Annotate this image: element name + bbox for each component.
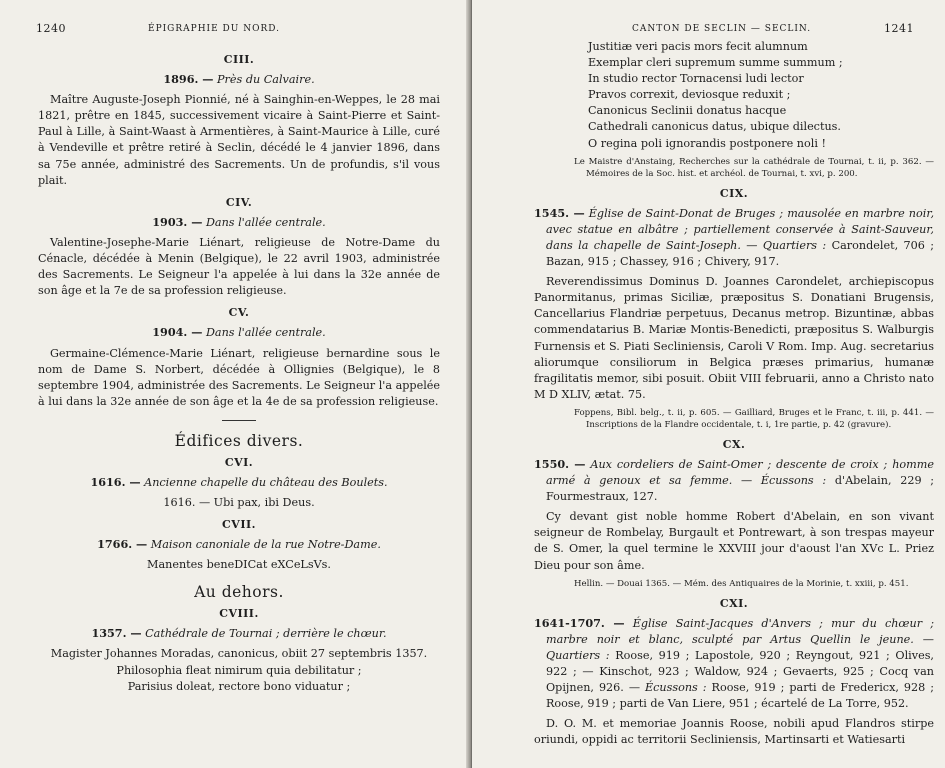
verse-line: In studio rector Tornacensi ludi lector <box>588 72 804 86</box>
entry-place: Dans l'allée centrale. <box>205 326 326 340</box>
bibliographic-reference: Hellin. — Douai 1365. — Mém. des Antiquaires de la Morinie, t. xxiii, p. 451. <box>574 578 909 589</box>
verse-block <box>38 663 440 695</box>
left-column <box>38 46 440 699</box>
entry-date: 1357. — <box>91 625 142 640</box>
inscription-text: Reverendissimus Dominus D. Joannes Carondelet, archiepiscopus Panormitanus, primas Siciliæ, præpositus S. Donatiani Brugensis, Cancellarius Flandriæ perpetuus, Decanus metrop. Bizuntinæ, abbas commendatarius B. Mariæ Montis-Benedicti, præpositus S. Walburgis Furnensis et S. Piati Secliniensis, Caroli V Rom. Imp. Aug. secretarius aliorumque consiliorum in Belgica præses primarius, humanæ fragilitatis memor, sibi posuit. Obiit VIII februarii, anno a Christo nato M D XLIV, ætat. 75. <box>534 275 934 401</box>
verse-line: O regina poli ignorandis postponere noli ! <box>588 136 826 150</box>
entry-quarters: Carondelet, 706 ; Bazan, 915 ; Chassey, 916 ; Chivery, 917. <box>546 238 935 269</box>
entry-place: Près du Calvaire. <box>217 73 315 87</box>
entry-date: 1545. — <box>534 205 585 220</box>
verse-line: Cathedrali canonicus datus, ubique dilectus. <box>588 120 841 134</box>
inscription-text: Magister Johannes Moradas, canonicus, obiit 27 septembris 1357. <box>50 646 428 660</box>
entry-place: Aux cordeliers de Saint-Omer ; descente de croix ; homme armé à genoux et sa femme. — Écussons : <box>546 457 934 488</box>
entry-place: Cathédrale de Tournai ; derrière le chœur. <box>145 626 387 640</box>
verse-line: Justitiæ veri pacis mors fecit alumnum <box>588 40 808 53</box>
entry-heading <box>38 625 440 642</box>
running-head: ÉPIGRAPHIE DU NORD. <box>148 24 280 34</box>
entry-heading <box>38 474 440 491</box>
inscription-text: D. O. M. et memoriae Joannis Roose, nobili apud Flandros stirpe oriundi, oppidi ac territorii Secliniensis, Martinsarti et Watiesarti <box>534 717 934 747</box>
verse-block <box>534 39 934 152</box>
bibliographic-reference: Le Maistre d'Anstaing, Recherches sur la cathédrale de Tournai, t. ii, p. 362. — Mémoires de la Soc. hist. et archéol. de Tournai, t. xvi, p. 200. <box>574 156 934 179</box>
entry-date: 1641-1707. — <box>534 615 625 630</box>
entry-number: CX. <box>722 437 746 451</box>
entry-place: Église de Saint-Donat de Bruges ; mausolée en marbre noir, avec statue en albâtre ; partiellement conservée à Saint-Sauveur, dans la chapelle de Saint-Joseph. — Quartiers : <box>546 206 935 252</box>
verse-line: Parisius doleat, rectore bono viduatur ; <box>127 680 351 693</box>
verse-line: Pravos correxit, deviosque reduxit ; <box>588 88 791 102</box>
entry-place: Ancienne chapelle du château des Boulets. <box>144 476 388 490</box>
entry-number: CVI. <box>224 455 254 469</box>
entry-heading <box>534 615 934 713</box>
entry-heading <box>38 536 440 553</box>
verse-line: Philosophia fleat nimirum quia debilitatur ; <box>116 663 362 677</box>
entry-heading <box>38 214 440 231</box>
entry-escussons: Roose, 919 ; parti de Fredericx, 928 ; Roose, 919 ; parti de Van Liere, 951 ; écartelé de La Torre, 952. <box>546 681 934 711</box>
entry-place: Église Saint-Jacques d'Anvers ; mur du chœur ; marbre noir et blanc, sculpté par Artus Quellin le jeune. — Quartiers : <box>546 616 934 662</box>
inscription-text: Valentine-Josephe-Marie Liénart, religieuse de Notre-Dame du Cénacle, décédée à Menin (Belgique), le 22 avril 1903, administrée des Sacrements. Le Seigneur l'a appelée à lui dans la 32e année de son âge et la 7e de sa profession religieuse. <box>38 235 440 298</box>
inscription-text: Germaine-Clémence-Marie Liénart, religieuse bernardine sous le nom de Dame S. Norbert, décédée à Ollignies (Belgique), le 8 septembre 1904, administrée des Sacrements. Le Seigneur l'a appelée à lui dans la 32e année de son âge et la 4e de sa profession religieuse. <box>38 346 441 408</box>
entry-number: CIII. <box>223 53 255 66</box>
entry-heading <box>38 71 440 88</box>
entry-date: 1616. — <box>90 475 141 490</box>
entry-number: CXI. <box>719 596 749 610</box>
entry-heading <box>38 324 440 341</box>
inscription-text: 1616. — Ubi pax, ibi Deus. <box>163 496 315 510</box>
entry-date: 1903. — <box>152 214 203 229</box>
left-page <box>0 0 470 768</box>
entry-date: 1904. — <box>152 325 203 340</box>
entry-heading <box>534 205 934 270</box>
entry-date: 1896. — <box>163 72 214 87</box>
inscription-text: Manentes beneDICat eXCeLsVs. <box>147 558 331 572</box>
entry-number: CIV. <box>225 195 253 209</box>
bibliographic-reference: Foppens, Bibl. belg., t. ii, p. 605. — Gailliard, Bruges et le Franc, t. iii, p. 441. — Inscriptions de la Flandre occidentale, t. i, 1re partie, p. 42 (gravure). <box>574 407 934 430</box>
page-number: 1241 <box>884 22 914 35</box>
entry-date: 1766. — <box>97 537 148 552</box>
entry-number: CIX. <box>719 186 749 200</box>
entry-place: Maison canoniale de la rue Notre-Dame. <box>150 538 381 552</box>
page-number: 1240 <box>36 22 66 35</box>
entry-place: Dans l'allée centrale. <box>205 215 326 229</box>
entry-number: CVIII. <box>219 606 259 620</box>
inscription-text: Maître Auguste-Joseph Pionnié, né à Sainghin-en-Weppes, le 28 mai 1821, prêtre en 1845, successivement vicaire à Saint-Pierre et Saint-Paul à Lille, à Saint-Waast à Armentières, à Saint-Maurice à Lille, curé à Vendeville et prêtre retiré à Seclin, décédé le 4 janvier 1896, dans sa 75e année, administré des Sacrements. Un de profundis, s'il vous plait. <box>38 93 440 187</box>
right-column <box>534 38 934 752</box>
verse-line: Canonicus Seclinii donatus hacque <box>588 104 787 118</box>
entry-heading <box>534 456 934 505</box>
inscription-text: Cy devant gist noble homme Robert d'Abelain, en son vivant seigneur de Rombelay, Burgault et Pontrewart, à son trespas mayeur de S. Omer, la quel termine le XXVIII jour d'aoust l'an XVc L. Priez Dieu pour son âme. <box>534 510 934 572</box>
entry-number: CV. <box>228 306 250 320</box>
section-divider <box>222 420 256 421</box>
entry-number: CVII. <box>222 518 256 532</box>
entry-date: 1550. — <box>534 456 586 471</box>
entry-quarters: d'Abelain, 229 ; Fourmestraux, 127. <box>546 474 935 504</box>
right-page <box>472 0 945 768</box>
section-title: Au dehors. <box>194 582 284 601</box>
section-title: Édifices divers. <box>174 431 304 450</box>
escussons-label: Écussons : <box>645 681 707 695</box>
running-head: CANTON DE SECLIN — SECLIN. <box>632 24 812 34</box>
verse-line: Exemplar cleri supremum summe summum ; <box>588 56 843 70</box>
entry-quarters: Roose, 919 ; Lapostole, 920 ; Reyngout, 921 ; Olives, 922 ; — Kinschot, 923 ; Waldow, 924 ; Gevaerts, 925 ; Cocq van Opijnen, 926. — <box>546 648 934 695</box>
